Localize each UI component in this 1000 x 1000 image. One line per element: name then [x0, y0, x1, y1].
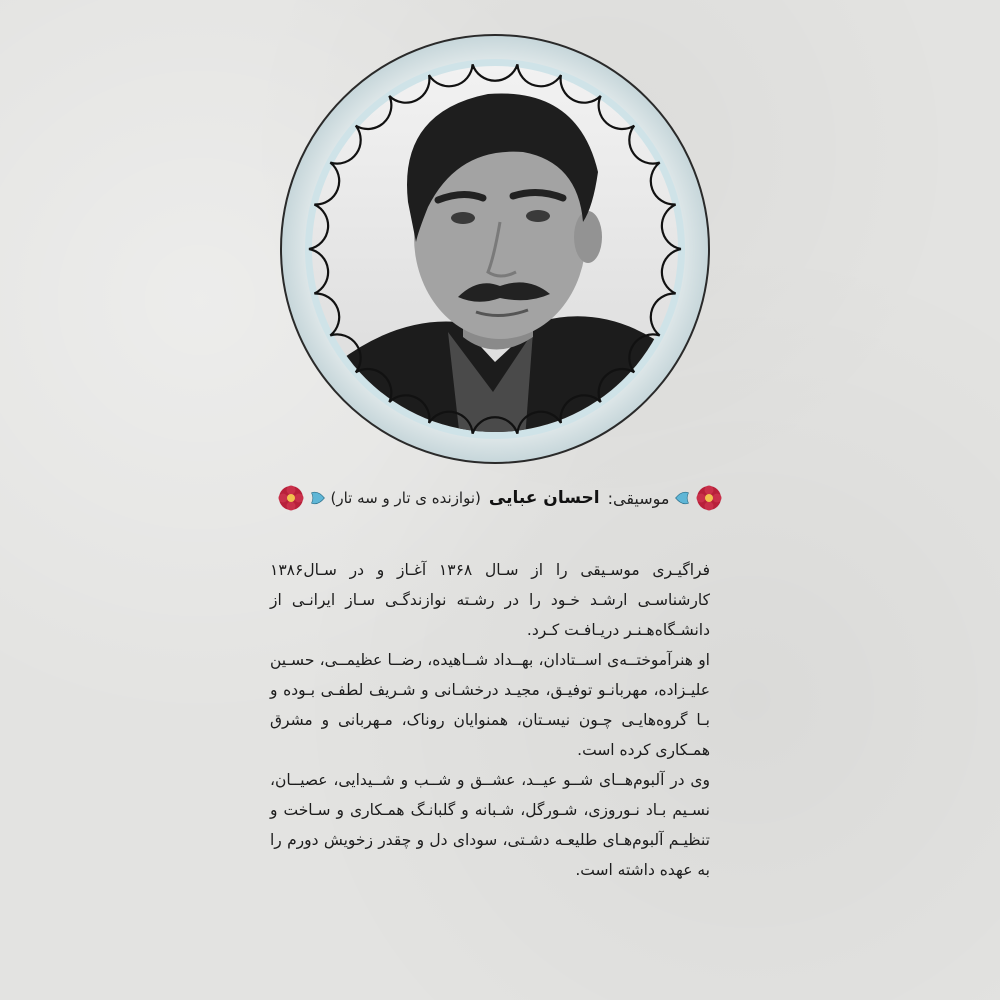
portrait-frame [278, 32, 712, 466]
role-label: موسیقی: [607, 488, 670, 508]
bio-paragraph-education: فراگیـری موسـیقی را از سـال ۱۳۶۸ آغـاز و در سـال۱۳۸۶ کارشناسـی ارشـد خـود را در رشـته نوازندگـی سـاز ایرانـی از دانشـگاه‌هـنـر دریـافـت کـرد. [270, 561, 710, 639]
blue-leaf-icon [673, 484, 691, 512]
instruments-label: (نوازنده ی تار و سه تار) [330, 489, 481, 507]
bio-paragraph-teachers: او هنرآموختــه‌ی اســتادان، بهــداد شــاهیده، رضــا عظیمــی، حسـین علیـزاده، مهربانـو توفیـق، مجیـد درخشـانی و شـریف لطفـی بـوده و بـا گروه‌هایـی چـون نیسـتان، همنوایان روناک، مـهربانی و مشرق همـکاری کرده است. [270, 651, 710, 759]
bio-paragraph-albums: وی در آلبوم‌هــای شــو عیــد، عشــق و شــب و شــیدایی، عصیــان، نسـیم بـاد نـوروزی، شـورگل، شـبانه و گلبانـگ همـکاری و سـاخت و تنظیـم آلبوم‌هـای طلیعـه دشـتی، سودای دل و چقدر زخویش دورم را به عهده داشته است. [270, 771, 710, 879]
credit-heading [240, 478, 760, 518]
biography [270, 555, 710, 885]
blue-leaf-icon [309, 484, 327, 512]
flower-ornament-icon [695, 484, 723, 512]
artist-name: احسان عبایی [488, 488, 600, 508]
flower-ornament-icon [277, 484, 305, 512]
